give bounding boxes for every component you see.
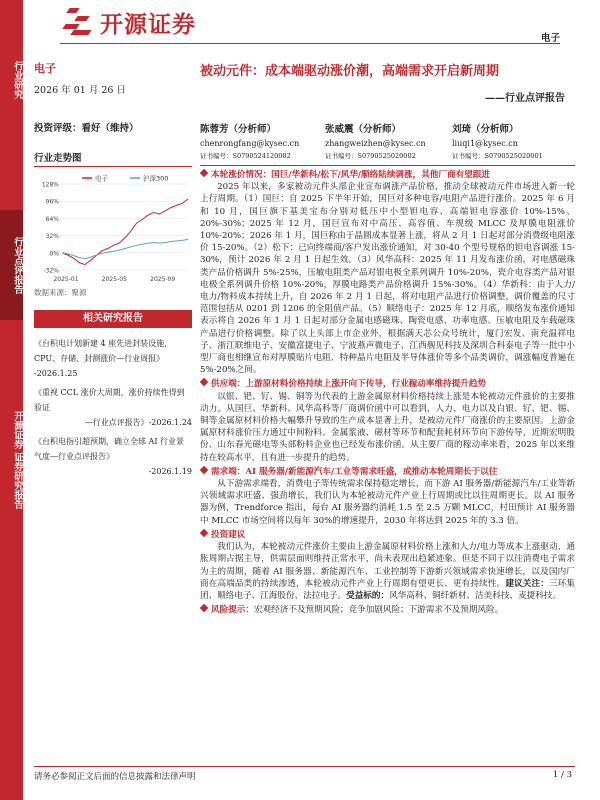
section-pricing bbox=[200, 169, 575, 376]
bullet-diamond-icon bbox=[200, 378, 208, 386]
trend-chart-svg bbox=[34, 172, 192, 284]
analyst-divider bbox=[200, 165, 575, 166]
report-title: 被动元件：成本端驱动涨价潮，高端需求开启新周期 bbox=[200, 64, 500, 79]
y-tick-label: 64% bbox=[45, 215, 59, 223]
y-tick-label: -32% bbox=[43, 267, 59, 275]
section-supply bbox=[200, 378, 575, 463]
section-recommendation bbox=[200, 529, 575, 602]
x-tick-label: 2025-05 bbox=[101, 276, 127, 283]
trend-chart bbox=[34, 172, 192, 284]
page-number: 1 / 3 bbox=[552, 770, 572, 780]
header-divider bbox=[60, 43, 560, 44]
bullet-diamond-icon bbox=[200, 529, 208, 537]
related-report-item[interactable]: 《重视 CCL 涨价大周期，涨价持续性得到验证 —行业点评报告》-2026.1.24 bbox=[34, 388, 192, 427]
x-tick-label: 2025-01 bbox=[53, 276, 79, 283]
section-demand bbox=[200, 466, 575, 527]
section-heading: 供应端：上游原材料价格持续上涨开向下传导，行业稼动率维持提升趋势 bbox=[200, 378, 575, 390]
x-tick-label: 2025-09 bbox=[150, 276, 176, 283]
analyst-card: 陈蓉芳（分析师） chenrongfang@kysec.cn 证书编号：S0790524120002 bbox=[200, 124, 300, 160]
related-reports-title: 相关研究报告 bbox=[34, 310, 192, 328]
section-heading: 风险提示： bbox=[200, 605, 254, 615]
legend-label: 电子 bbox=[95, 174, 108, 183]
report-body bbox=[200, 169, 575, 618]
logo-mark-icon bbox=[60, 6, 94, 36]
investment-rating: 投资评级：看好（维持） bbox=[34, 123, 139, 134]
trend-chart-title: 行业走势图 bbox=[34, 153, 82, 164]
related-report-item[interactable]: 《台积电指引超预期，确立全球 AI 行业景气度—行业点评报告》 -2026.1.19 bbox=[34, 437, 192, 476]
section-heading: 本轮涨价情况：国巨/华新科/松下/风华/顺络陆续调涨，其他厂商有望跟进 bbox=[200, 169, 575, 181]
report-subtitle: ——行业点评报告 bbox=[485, 93, 565, 104]
y-tick-label: 0% bbox=[49, 250, 59, 258]
section-paragraph: 2025 年以来，多家被动元件头部企业宣布调涨产品价格，推动全球被动元件市场进入新一轮上行周期。（1）国巨：自 2025 下半年开始，国巨对多种电容/电阻产品进行涨价。2025 年 6 月和 10 月，国巨旗下基美宝布分别对低压中小型钽电容、高端钽电容涨价 10%-15%、20%-30%；2025 年 12 月，国巨宣布对中高压、高容值、车规级 MLCC 及厚膜电阻涨价 10%-20%；2026 年 1 月，国巨称由于晶圆成本显著上涨，将从 2 月 1 日起对部分消费级电阻涨价 15-20%。（2）松下：已向终端商/客户发出涨价通知，对 30-40 个型号规格的钽电容调涨 15-30%，预计 2026 年 2 月 1 日起生效。（3）风华高科：2025 年 11 月发布涨价函，对电感磁珠类产品价格调升 5%-25%，压敏电阻类产品对银电极全系列调升 10%-20%，瓷介电容类产品对银电极全系列调升价格 10%-20%，厚膜电路类产品价格调升 15%-30%。（4）华新科：由于人力/电力/物料成本持续上升，自 2026 年 2 月 1 日起，将对电阻产品进行价格调整，调价覆盖的尺寸范围包括从 0201 到 1206 的全阻值产品。（5）顺络电子：2025 年 12 月底，顺络发布涨价通知表示将自 2026 年 1 月 1 日起对部分金属电感磁珠、陶瓷电感、功率电感、压敏电阻及车载磁珠产品进行价格调整。除了以上头部上市企业外，根据满天芯公众号统计，厦门宏发、南充温祥电子、浙江联维电子、安徽富捷电子、宁波燕声微电子、江西舰见科技及深圳合科泰电子等一批中小型厂商也相继宣布对厚膜贴片电阻、特种晶片电阻及半导体涨价等多个品类调价，调涨幅度普遍在 5%-20%之间。 bbox=[200, 182, 575, 376]
related-report-item[interactable]: 《台积电计划新建 4 座先进封装设施，CPU、存储、封测涨价—行业周报》 -2026.1.25 bbox=[34, 339, 173, 378]
side-label-report-type: 行业点评报告 bbox=[0, 210, 23, 320]
y-tick-label: 128% bbox=[41, 181, 59, 189]
data-source: 数据来源：聚源 bbox=[34, 288, 87, 297]
y-tick-label: 32% bbox=[45, 233, 59, 241]
analyst-card: 刘琦（分析师） liuqi1@kysec.cn 证书编号：S0790525020001 bbox=[452, 124, 543, 160]
bullet-diamond-icon bbox=[200, 169, 208, 177]
brand-logo bbox=[60, 4, 230, 38]
section-paragraph: 从下游需求端看，消费电子等传统需求保持稳定增长，而下游 AI 服务器/新能源汽车/工业等新兴领域需求旺盛、强劲增长，我们认为本轮被动元件产业上行周期或比以往周期更长。以 AI 服务器为例，Trendforce 指出，每台 AI 服务器约消耗 1.5 至 2.5 万颗 MLCC，村田预计 AI 服务器中 MLCC 市场空间将以每年 30%的增速提升，2030 年将达到 2025 年的 3.3 倍。 bbox=[200, 479, 575, 526]
bullet-diamond-icon bbox=[200, 604, 208, 612]
section-risk: 风险提示：宏观经济不及预期风险；竞争加剧风险；下游需求不及预期风险。 bbox=[200, 604, 575, 616]
side-label-research: 行业研究 bbox=[12, 61, 23, 99]
section-paragraph: 我们认为，本轮被动元件涨价主要由上游金属原材料价格上涨和人力/电力等成本上涨驱动，通胀周期占据主导，供需层面则维持正常水平，尚未表现出趋紧迹象。但是不同于以往消费电子需求为主的周期，随着 AI 服务器、新能源汽车、工业控制等下游新兴领域需求快速增长，以及国内厂商在高端品类的持续渗透，本轮被动元件产业上行周期有望更长、更有持续性。建议关注：三环集团、顺络电子、江海股份、法拉电子。受益标的：风华高科、铜纤新材、洁美科技、麦捷科技。 bbox=[200, 542, 575, 601]
section-heading: 需求端：AI 服务器/新能源汽车/工业等需求旺盛，或推动本轮周期长于以往 bbox=[200, 466, 575, 478]
side-label-brand: 开源证券 证券研究报告 bbox=[12, 410, 23, 510]
series-line bbox=[62, 239, 188, 258]
y-tick-label: 96% bbox=[45, 198, 59, 206]
related-reports-list bbox=[34, 336, 192, 483]
section-paragraph: 以银、钯、钌、锡、铜等为代表的上游金属原材料价格持续上涨是本轮被动元件涨价的主要推动力。从国巨、华新科、风华高科等厂商调价函中可以看到，人力、电力以及白银、钌、钯、锡、铜等金属原材料价格大幅攀升导致的生产成本显著上升，是被动元件厂商涨价的主要原因。上游金属原材料涨价压力通过中间粉料、金属浆液、磁材等环节和配套耗材环节向下游传导，近期宏明股份、山东春光磁电等头部粉料企业也已经发布涨价函。从主要厂商的稼动率来看，2025 年以来维持在较高水平，且有进一步提升的趋势。 bbox=[200, 391, 575, 463]
header-industry: 电子 bbox=[540, 33, 560, 44]
footer-divider bbox=[34, 766, 575, 767]
brand-name: 开源证券 bbox=[100, 12, 196, 38]
section-heading: 投资建议 bbox=[200, 529, 575, 541]
industry-name: 电子 bbox=[34, 62, 56, 75]
trend-divider bbox=[34, 166, 192, 167]
legend-label: 沪深300 bbox=[143, 174, 169, 183]
series-line bbox=[62, 199, 188, 265]
bullet-diamond-icon bbox=[200, 466, 208, 474]
report-date: 2026 年 01 月 26 日 bbox=[34, 85, 126, 96]
footer-disclaimer[interactable]: 请务必参阅正文后面的信息披露和法律声明 bbox=[34, 772, 196, 782]
analyst-card: 张威震（分析师） zhangweizhen@kysec.cn 证书编号：S0790525020002 bbox=[325, 124, 426, 160]
